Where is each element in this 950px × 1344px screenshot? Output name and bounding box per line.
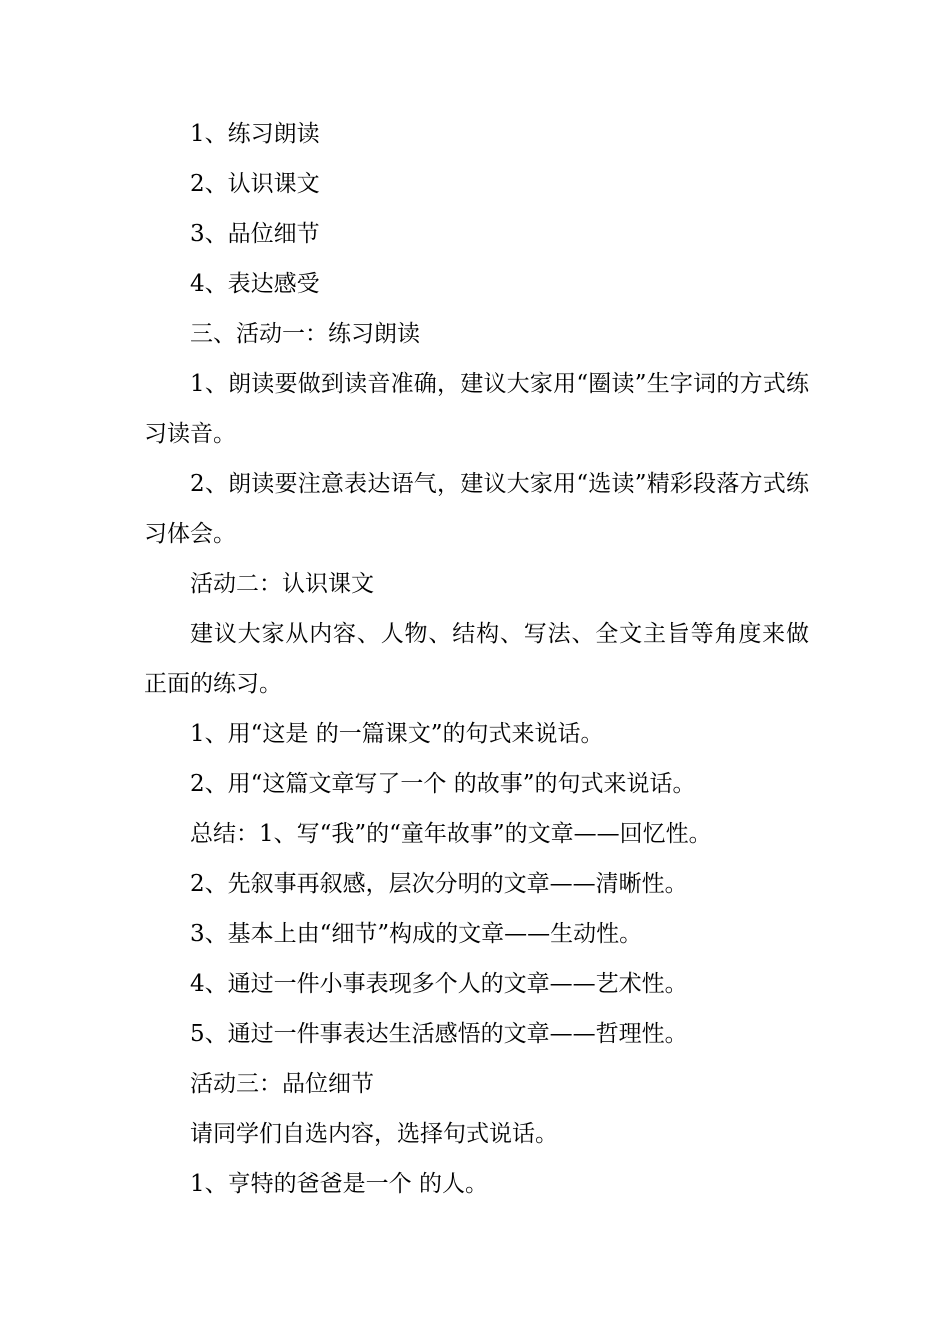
- list-item-sentence-2: 2、用“这篇文章写了一个 的故事”的句式来说话。: [190, 771, 696, 797]
- paragraph-instruction: 请同学们自选内容，选择句式说话。: [190, 1121, 558, 1147]
- list-item-hunter-father: 1、亨特的爸爸是一个 的人。: [190, 1171, 488, 1197]
- list-item-sentence-1: 1、用“这是 的一篇课文”的句式来说话。: [190, 721, 604, 747]
- summary-item-4: 4、通过一件小事表现多个人的文章——艺术性。: [190, 971, 688, 997]
- summary-item-2: 2、先叙事再叙感，层次分明的文章——清晰性。: [190, 871, 688, 897]
- paragraph-suggestion: 建议大家从内容、人物、结构、写法、全文主旨等角度来做正面的练习。: [144, 621, 809, 697]
- list-item-details: 3、品位细节: [190, 221, 320, 247]
- paragraph-select-reading: 2、朗读要注意表达语气，建议大家用“选读”精彩段落方式练习体会。: [144, 471, 809, 547]
- paragraph-circle-reading: 1、朗读要做到读音准确，建议大家用“圈读”生字词的方式练习读音。: [144, 371, 809, 447]
- summary-item-5: 5、通过一件事表达生活感悟的文章——哲理性。: [190, 1021, 688, 1047]
- section-heading-activity-3: 活动三：品位细节: [190, 1071, 374, 1097]
- list-item-practice-reading: 1、练习朗读: [190, 121, 320, 147]
- summary-item-1: 总结：1、写“我”的“童年故事”的文章——回忆性。: [190, 821, 712, 847]
- section-heading-activity-2: 活动二：认识课文: [190, 571, 374, 597]
- section-heading-activity-1: 三、活动一：练习朗读: [190, 321, 420, 347]
- list-item-know-text: 2、认识课文: [190, 171, 320, 197]
- list-item-feelings: 4、表达感受: [190, 271, 320, 297]
- summary-item-3: 3、基本上由“细节”构成的文章——生动性。: [190, 921, 643, 947]
